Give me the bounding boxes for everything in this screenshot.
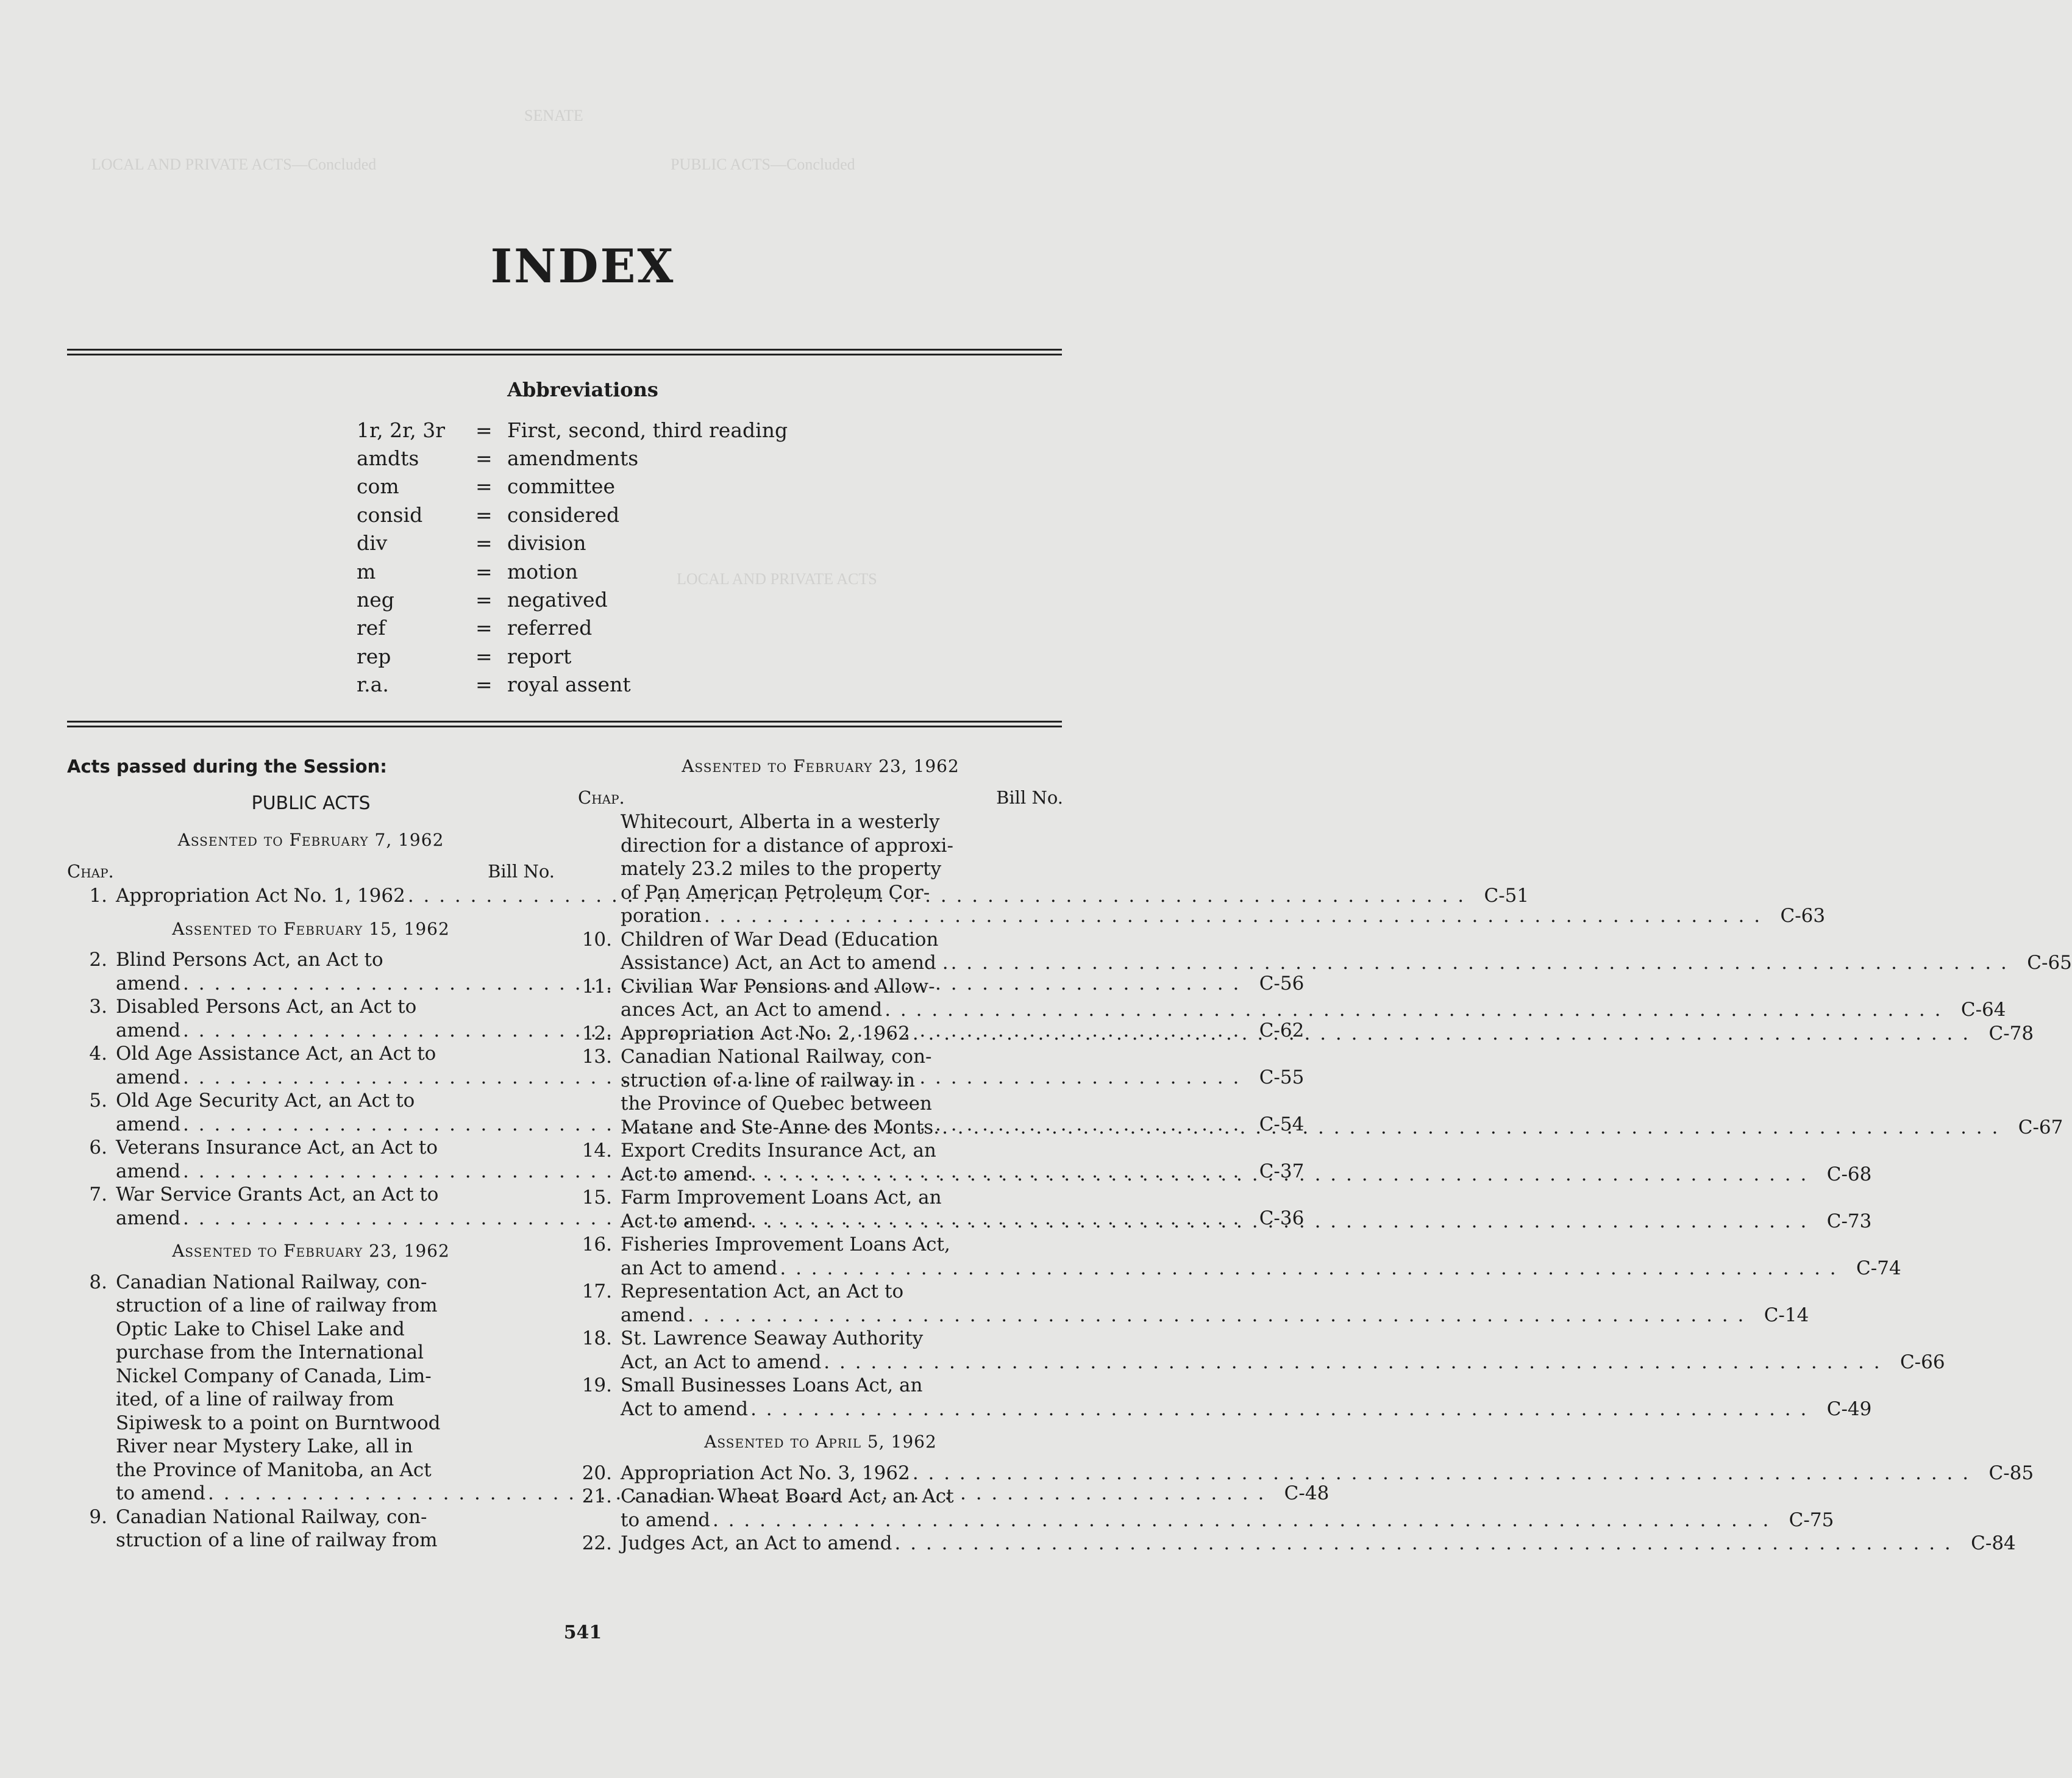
act-title-line: Representation Act, an Act to — [621, 1280, 904, 1302]
act-entry — [578, 1327, 1945, 1374]
act-entry — [578, 928, 2072, 975]
act-title-line: Civilian War Pensions and Allow- — [621, 975, 935, 998]
bill-number: C-78 — [1988, 1022, 2034, 1044]
abbreviation-equals: = — [475, 559, 493, 584]
chapter-number: 13. — [582, 1046, 612, 1068]
abbreviation-row — [357, 614, 788, 642]
act-title-line: Export Credits Insurance Act, an — [621, 1140, 936, 1162]
leader-dots — [750, 1398, 1808, 1421]
act-title-line: Optic Lake to Chisel Lake and — [116, 1318, 405, 1340]
bill-number: C-67 — [2018, 1116, 2063, 1138]
chapter-number: 12. — [582, 1022, 612, 1044]
bill-number: C-36 — [1259, 1207, 1305, 1229]
abbreviation-meaning: committee — [507, 474, 616, 499]
act-title-line: Appropriation Act No. 3, 1962 — [621, 1462, 910, 1484]
chapter-number: 4. — [89, 1043, 107, 1065]
act-title-line: amend — [621, 1304, 686, 1326]
act-title-line: Canadian National Railway, con- — [621, 1046, 932, 1068]
chapter-number: 21. — [582, 1485, 612, 1507]
abbreviation-code: neg — [357, 588, 394, 612]
bill-number: C-64 — [1960, 999, 2006, 1021]
index-title: INDEX — [490, 239, 675, 293]
public-acts-title: PUBLIC ACTS — [251, 792, 371, 814]
assent-heading: Assented to February 15, 1962 — [172, 918, 450, 939]
act-title-line: amend — [116, 1207, 181, 1229]
leader-dots — [942, 1116, 1999, 1140]
act-title-line: Matane and Ste-Anne des Monts. — [621, 1116, 940, 1138]
act-entry — [578, 1233, 1901, 1280]
abbreviation-meaning: report — [507, 644, 572, 668]
act-title-line: to amend — [116, 1482, 206, 1504]
abbreviation-row — [357, 642, 788, 670]
act-title-line: Act to amend — [621, 1210, 749, 1232]
bill-number: C-65 — [2027, 952, 2072, 974]
chap-label: Chap. — [578, 787, 625, 808]
abbreviation-code: r.a. — [357, 673, 389, 697]
act-title-line: Blind Persons Act, an Act to — [116, 949, 383, 971]
act-title-line: War Service Grants Act, an Act to — [116, 1184, 439, 1205]
act-title-line: amend — [116, 1066, 181, 1088]
abbreviation-code: div — [357, 531, 388, 555]
abbreviation-row — [357, 501, 788, 529]
bill-number: C-75 — [1789, 1508, 1834, 1531]
abbreviation-code: ref — [357, 616, 386, 640]
leader-dots — [750, 1210, 1808, 1234]
act-title-line: the Province of Manitoba, an Act — [116, 1458, 432, 1481]
act-entry — [578, 1374, 1872, 1421]
abbreviation-code: 1r, 2r, 3r — [357, 418, 446, 442]
assent-heading: Assented to February 7, 1962 — [177, 830, 444, 850]
bill-number: C-51 — [1484, 885, 1529, 907]
bleed-through-text: SENATE — [524, 107, 583, 124]
abbreviation-equals: = — [475, 588, 493, 612]
act-title-line: Old Age Security Act, an Act to — [116, 1090, 415, 1112]
bill-number: C-55 — [1259, 1066, 1305, 1088]
act-title-line: Canadian Wheat Board Act, an Act — [621, 1485, 954, 1507]
abbreviation-meaning: motion — [507, 559, 579, 584]
assent-heading: Assented to April 5, 1962 — [704, 1432, 937, 1452]
act-title-line: Judges Act, an Act to amend — [621, 1532, 892, 1554]
abbreviations-table — [357, 416, 788, 699]
double-rule-bottom — [67, 721, 1062, 727]
act-title-line: Disabled Persons Act, an Act to — [116, 996, 417, 1018]
bill-number: C-73 — [1826, 1210, 1872, 1232]
act-title-line: Farm Improvement Loans Act, an — [621, 1187, 942, 1209]
chapter-number: 22. — [582, 1532, 612, 1554]
abbreviation-equals: = — [475, 502, 493, 527]
act-title-line: amend — [116, 1019, 181, 1041]
abbreviation-meaning: First, second, third reading — [507, 418, 788, 442]
act-entry — [67, 1505, 555, 1552]
abbreviation-meaning: negatived — [507, 588, 608, 612]
bill-number: C-74 — [1856, 1257, 1901, 1279]
bill-label: Bill No. — [996, 787, 1063, 808]
bleed-through-text: LOCAL AND PRIVATE ACTS—Concluded — [91, 155, 377, 173]
act-title-line: amend — [116, 972, 181, 994]
abbreviation-row — [357, 557, 788, 585]
bleed-through-text: PUBLIC ACTS—Concluded — [671, 155, 855, 173]
bill-number: C-48 — [1284, 1482, 1330, 1504]
act-title-line: mately 23.2 miles to the property — [621, 858, 942, 880]
abbreviation-equals: = — [475, 644, 493, 668]
abbreviation-code: com — [357, 474, 399, 499]
act-title-line: direction for a distance of approxi- — [621, 834, 953, 857]
abbreviation-row — [357, 416, 788, 444]
chapter-number: 20. — [582, 1462, 612, 1484]
abbreviation-meaning: referred — [507, 616, 593, 640]
leader-dots — [824, 1351, 1881, 1374]
column-header — [578, 786, 1063, 810]
bill-number: C-85 — [1988, 1462, 2034, 1484]
act-title-line: Whitecourt, Alberta in a westerly — [621, 811, 940, 833]
act-title-line: to amend — [621, 1508, 711, 1531]
abbreviation-meaning: royal assent — [507, 673, 631, 697]
page-number: 541 — [563, 1622, 602, 1643]
abbreviation-equals: = — [475, 446, 493, 471]
act-title-line: purchase from the International — [116, 1341, 424, 1363]
act-title-line: Appropriation Act No. 2, 1962 — [621, 1022, 910, 1044]
abbreviation-code: consid — [357, 502, 423, 527]
leader-dots — [713, 1508, 1770, 1532]
chapter-number: 1. — [89, 885, 107, 907]
abbreviation-equals: = — [475, 418, 493, 442]
chapter-number: 7. — [89, 1184, 107, 1205]
column-header — [67, 860, 555, 884]
abbreviation-equals: = — [475, 474, 493, 499]
bill-number: C-63 — [1780, 905, 1826, 927]
chapter-number: 5. — [89, 1090, 107, 1112]
act-title-line: ances Act, an Act to amend — [621, 999, 883, 1021]
act-title-line: Canadian National Railway, con- — [116, 1505, 427, 1528]
abbreviation-meaning: division — [507, 531, 586, 555]
act-title-line: Appropriation Act No. 1, 1962 — [116, 885, 405, 907]
act-title-line: struction of a line of railway from — [116, 1294, 438, 1316]
abbreviations-heading: Abbreviations — [507, 378, 658, 401]
abbreviation-row — [357, 671, 788, 699]
act-title-line: struction of a line of railway from — [116, 1529, 438, 1551]
act-title-line: of Pan American Petroleum Cor- — [621, 881, 930, 904]
chapter-number: 17. — [582, 1280, 612, 1302]
chapter-number: 8. — [89, 1271, 107, 1293]
act-title-line: Sipiwesk to a point on Burntwood — [116, 1412, 441, 1434]
act-title-line: Assistance) Act, an Act to amend . — [621, 952, 949, 974]
act-title-line: the Province of Quebec between — [621, 1093, 932, 1115]
chapter-number: 19. — [582, 1374, 612, 1396]
bill-number: C-14 — [1764, 1304, 1809, 1326]
act-title-line: Act to amend — [621, 1398, 749, 1420]
assent-heading: Assented to February 23, 1962 — [172, 1241, 450, 1261]
bill-number: C-84 — [1971, 1532, 2016, 1554]
chapter-number: 9. — [89, 1505, 107, 1528]
act-entry — [578, 1280, 1809, 1327]
act-title-line: Children of War Dead (Education — [621, 928, 939, 951]
leader-dots — [951, 951, 2009, 975]
act-title-line: River near Mystery Lake, all in — [116, 1435, 413, 1457]
bill-number: C-37 — [1259, 1160, 1305, 1182]
bill-number: C-56 — [1259, 972, 1305, 994]
bill-number: C-49 — [1826, 1398, 1872, 1420]
leader-dots — [885, 998, 1942, 1022]
abbreviation-code: rep — [357, 644, 391, 668]
chapter-number: 18. — [582, 1327, 612, 1349]
act-title-line: struction of a line of railway in — [621, 1069, 916, 1091]
chapter-number: 6. — [89, 1137, 107, 1159]
act-title-line: Nickel Company of Canada, Lim- — [116, 1365, 432, 1387]
chapter-number: 15. — [582, 1187, 612, 1209]
leader-dots — [688, 1304, 1745, 1327]
leader-dots — [913, 1022, 1970, 1046]
act-title-line: Canadian National Railway, con- — [116, 1271, 427, 1293]
act-title-line: amend — [116, 1160, 181, 1182]
abbreviation-row — [357, 529, 788, 557]
abbreviation-equals: = — [475, 673, 493, 697]
abbreviation-code: amdts — [357, 446, 419, 471]
bill-label: Bill No. — [488, 860, 555, 882]
leader-dots — [750, 1163, 1808, 1187]
bill-number: C-54 — [1259, 1113, 1305, 1135]
chap-label: Chap. — [67, 860, 114, 882]
abbreviation-row — [357, 444, 788, 472]
chapter-number: 2. — [89, 949, 107, 971]
chapter-number: 16. — [582, 1234, 612, 1255]
bleed-through-text: LOCAL AND PRIVATE ACTS — [677, 570, 877, 588]
act-title-line: poration — [621, 905, 702, 927]
assent-heading: Assented to February 23, 1962 — [682, 756, 959, 776]
act-title-line: Small Businesses Loans Act, an — [621, 1374, 923, 1396]
act-title-line: amend — [116, 1113, 181, 1135]
abbreviation-meaning: amendments — [507, 446, 639, 471]
abbreviation-equals: = — [475, 531, 493, 555]
bill-number: C-68 — [1826, 1163, 1872, 1185]
chapter-number: 10. — [582, 928, 612, 951]
leader-dots — [913, 1462, 1970, 1485]
chapter-number: 11. — [582, 975, 612, 998]
abbreviation-row — [357, 585, 788, 613]
act-title-line: Act to amend — [621, 1163, 749, 1185]
chapter-number: 3. — [89, 996, 107, 1018]
leader-dots — [894, 1532, 1952, 1555]
act-title-line: Act, an Act to amend — [621, 1351, 822, 1373]
double-rule-top — [67, 349, 1062, 355]
bill-number: C-62 — [1259, 1019, 1305, 1041]
act-title-line: ited, of a line of railway from — [116, 1388, 394, 1410]
act-entry — [578, 1462, 2034, 1485]
act-entry — [578, 1532, 2016, 1555]
act-title-line: Veterans Insurance Act, an Act to — [116, 1137, 438, 1159]
act-title-line: an Act to amend — [621, 1257, 778, 1279]
abbreviation-code: m — [357, 559, 376, 584]
chapter-number: 14. — [582, 1140, 612, 1162]
act-title-line: Old Age Assistance Act, an Act to — [116, 1043, 436, 1065]
act-title-line: Fisheries Improvement Loans Act, — [621, 1234, 950, 1255]
abbreviation-equals: = — [475, 616, 493, 640]
act-title-line: St. Lawrence Seaway Authority — [621, 1327, 924, 1349]
bill-number: C-66 — [1899, 1351, 1945, 1373]
leader-dots — [704, 904, 1762, 928]
abbreviation-meaning: considered — [507, 502, 620, 527]
leader-dots — [780, 1257, 1837, 1280]
session-heading: Acts passed during the Session: — [67, 756, 387, 777]
abbreviation-row — [357, 473, 788, 501]
